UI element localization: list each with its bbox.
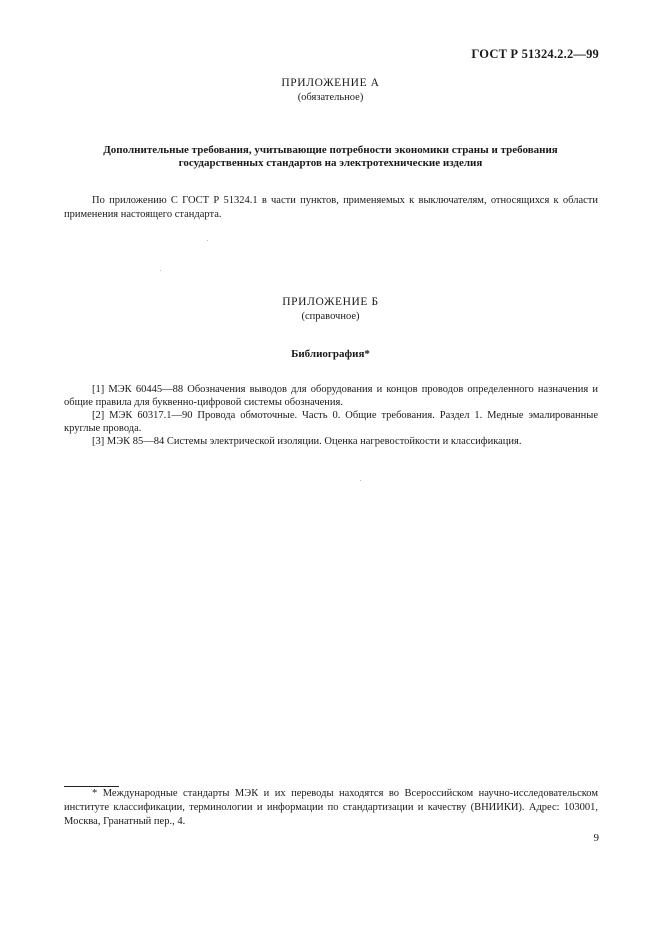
bibliography-heading: Библиография* xyxy=(291,348,370,360)
scan-speck xyxy=(207,240,208,241)
bibliography-item: [1] МЭК 60445—88 Обозначения выводов для оборудования и концов проводов определенного назначения и общие правила для буквенно-цифровой системы обозначения. xyxy=(64,384,598,408)
footnote: * Международные стандарты МЭК и их переводы находятся во Всероссийском научно-исследовательском институте классификации, терминологии и информации по стандартизации и качеству (ВНИИКИ). Адрес: 103001, Москва, Гранатный пер., 4. xyxy=(64,788,598,827)
bibliography-item: [3] МЭК 85—84 Системы электрической изоляции. Оценка нагревостойкости и классификация. xyxy=(92,436,522,447)
appendix-a-title: ПРИЛОЖЕНИЕ А xyxy=(281,77,380,89)
scan-speck xyxy=(360,480,361,481)
appendix-a-heading-line1: Дополнительные требования, учитывающие потребности экономики страны и требования xyxy=(103,144,558,156)
document-id-header: ГОСТ Р 51324.2.2—99 xyxy=(471,47,599,61)
page-number: 9 xyxy=(593,832,599,844)
appendix-a-status: (обязательное) xyxy=(297,92,364,103)
appendix-a-text: По приложению С ГОСТ Р 51324.1 в части пунктов, применяемых к выключателям, относящихся к области применения настоящего стандарта. xyxy=(64,195,598,220)
appendix-a-heading-line2: государственных стандартов на электротехнические изделия xyxy=(178,157,483,169)
bibliography-item: [2] МЭК 60317.1—90 Провода обмоточные. Часть 0. Общие требования. Раздел 1. Медные эмалированные круглые провода. xyxy=(64,410,598,434)
appendix-b-title: ПРИЛОЖЕНИЕ Б xyxy=(282,296,379,308)
scan-speck xyxy=(160,270,161,271)
bibliography-list xyxy=(64,383,598,448)
appendix-b-status: (справочное) xyxy=(301,311,360,322)
